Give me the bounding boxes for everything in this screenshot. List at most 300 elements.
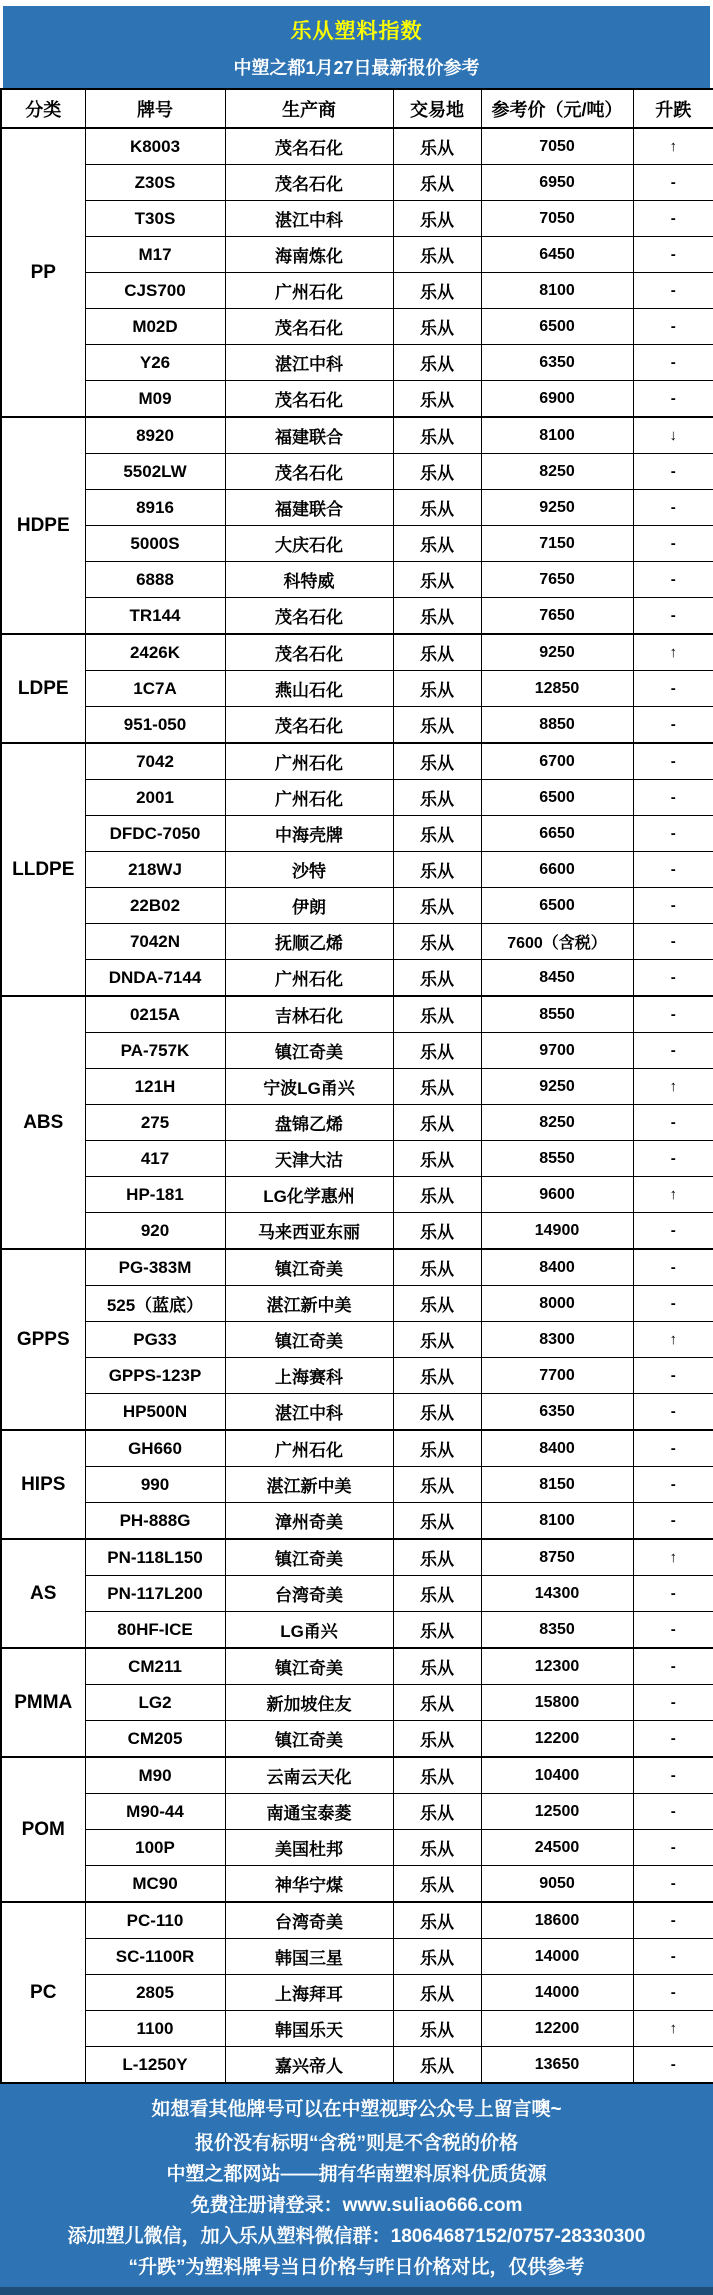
table-row (1, 1975, 713, 2011)
trend-cell: - (633, 201, 713, 237)
table-row (1, 1430, 713, 1467)
trend-cell: - (633, 1721, 713, 1758)
brand-cell: 5000S (85, 526, 225, 562)
price-cell: 9250 (481, 1069, 633, 1105)
trend-cell: - (633, 1430, 713, 1467)
price-cell: 14900 (481, 1213, 633, 1250)
brand-cell: 8916 (85, 490, 225, 526)
brand-cell: PN-117L200 (85, 1576, 225, 1612)
brand-cell: 22B02 (85, 888, 225, 924)
market-cell: 乐从 (393, 526, 481, 562)
header-banner (3, 6, 710, 88)
price-cell: 7050 (481, 201, 633, 237)
market-cell: 乐从 (393, 1830, 481, 1866)
trend-cell: ↑ (633, 1539, 713, 1576)
trend-cell: - (633, 816, 713, 852)
brand-cell: 2805 (85, 1975, 225, 2011)
market-cell: 乐从 (393, 671, 481, 707)
producer-cell: 美国杜邦 (225, 1830, 393, 1866)
market-cell: 乐从 (393, 1612, 481, 1649)
table-row (1, 598, 713, 635)
brand-cell: 1100 (85, 2011, 225, 2047)
category-cell-abs: ABS (1, 996, 85, 1249)
producer-cell: 茂名石化 (225, 598, 393, 635)
trend-cell: ↑ (633, 2011, 713, 2047)
producer-cell: 中海壳牌 (225, 816, 393, 852)
brand-cell: PG33 (85, 1322, 225, 1358)
price-cell: 10400 (481, 1757, 633, 1794)
market-cell: 乐从 (393, 1576, 481, 1612)
price-cell: 6600 (481, 852, 633, 888)
trend-cell: - (633, 273, 713, 309)
producer-cell: 福建联合 (225, 417, 393, 454)
trend-cell: ↑ (633, 634, 713, 671)
brand-cell: M90-44 (85, 1794, 225, 1830)
category-cell-gpps: GPPS (1, 1249, 85, 1430)
market-cell: 乐从 (393, 924, 481, 960)
trend-cell: - (633, 1249, 713, 1286)
market-cell: 乐从 (393, 852, 481, 888)
brand-cell: 920 (85, 1213, 225, 1250)
producer-cell: 湛江中科 (225, 201, 393, 237)
brand-cell: LG2 (85, 1685, 225, 1721)
producer-cell: 抚顺乙烯 (225, 924, 393, 960)
table-row (1, 1539, 713, 1576)
market-cell: 乐从 (393, 1539, 481, 1576)
table-row (1, 1576, 713, 1612)
trend-cell: - (633, 381, 713, 418)
market-cell: 乐从 (393, 598, 481, 635)
table-header-row (1, 89, 713, 128)
trend-cell: - (633, 743, 713, 780)
brand-cell: 218WJ (85, 852, 225, 888)
table-row (1, 816, 713, 852)
brand-cell: M09 (85, 381, 225, 418)
price-cell: 6500 (481, 780, 633, 816)
brand-cell: SC-1100R (85, 1939, 225, 1975)
table-row (1, 1939, 713, 1975)
market-cell: 乐从 (393, 1394, 481, 1431)
producer-cell: 福建联合 (225, 490, 393, 526)
market-cell: 乐从 (393, 1430, 481, 1467)
producer-cell: 镇江奇美 (225, 1322, 393, 1358)
producer-cell: 茂名石化 (225, 381, 393, 418)
page-title: 乐从塑料指数 (290, 19, 423, 43)
market-cell: 乐从 (393, 634, 481, 671)
price-cell: 8300 (481, 1322, 633, 1358)
brand-cell: GPPS-123P (85, 1358, 225, 1394)
market-cell: 乐从 (393, 562, 481, 598)
table-row (1, 1902, 713, 1939)
trend-cell: - (633, 2047, 713, 2084)
footer-line-6: “升跌”为塑料牌号当日价格与昨日价格对比，仅供参考 (128, 2257, 585, 2278)
market-cell: 乐从 (393, 345, 481, 381)
brand-cell: PA-757K (85, 1033, 225, 1069)
market-cell: 乐从 (393, 2047, 481, 2084)
table-row (1, 960, 713, 997)
market-cell: 乐从 (393, 996, 481, 1033)
price-cell: 7600（含税） (481, 924, 633, 960)
table-row (1, 1069, 713, 1105)
producer-cell: 燕山石化 (225, 671, 393, 707)
price-cell: 8350 (481, 1612, 633, 1649)
brand-cell: CM211 (85, 1648, 225, 1685)
table-row (1, 1467, 713, 1503)
brand-cell: 417 (85, 1141, 225, 1177)
table-row (1, 237, 713, 273)
table-row (1, 743, 713, 780)
category-cell-pom: POM (1, 1757, 85, 1902)
table-row (1, 345, 713, 381)
producer-cell: 广州石化 (225, 1430, 393, 1467)
column-header-0: 分类 (1, 89, 85, 128)
price-cell: 13650 (481, 2047, 633, 2084)
category-cell-pc: PC (1, 1902, 85, 2083)
producer-cell: 茂名石化 (225, 165, 393, 201)
trend-cell: ↑ (633, 1322, 713, 1358)
producer-cell: 镇江奇美 (225, 1721, 393, 1758)
brand-cell: Z30S (85, 165, 225, 201)
market-cell: 乐从 (393, 1467, 481, 1503)
table-row (1, 1213, 713, 1250)
brand-cell: L-1250Y (85, 2047, 225, 2084)
producer-cell: 镇江奇美 (225, 1033, 393, 1069)
table-row (1, 1612, 713, 1649)
producer-cell: 湛江中科 (225, 345, 393, 381)
producer-cell: 海南炼化 (225, 237, 393, 273)
category-cell-hdpe: HDPE (1, 417, 85, 634)
footer-line-4: 免费注册请登录：www.suliao666.com (190, 2195, 523, 2216)
table-row (1, 1794, 713, 1830)
price-cell: 6450 (481, 237, 633, 273)
table-row (1, 1177, 713, 1213)
brand-cell: 7042 (85, 743, 225, 780)
market-cell: 乐从 (393, 1757, 481, 1794)
table-row (1, 128, 713, 165)
price-cell: 8400 (481, 1430, 633, 1467)
table-row (1, 454, 713, 490)
table-row (1, 1866, 713, 1903)
producer-cell: 湛江中科 (225, 1394, 393, 1431)
table-row (1, 1286, 713, 1322)
producer-cell: 广州石化 (225, 780, 393, 816)
trend-cell: - (633, 1141, 713, 1177)
market-cell: 乐从 (393, 1685, 481, 1721)
producer-cell: 镇江奇美 (225, 1249, 393, 1286)
price-cell: 8550 (481, 996, 633, 1033)
producer-cell: 沙特 (225, 852, 393, 888)
price-table (0, 88, 713, 2084)
market-cell: 乐从 (393, 1721, 481, 1758)
trend-cell: - (633, 1576, 713, 1612)
market-cell: 乐从 (393, 1286, 481, 1322)
price-cell: 8400 (481, 1249, 633, 1286)
trend-cell: - (633, 671, 713, 707)
table-row (1, 1249, 713, 1286)
category-cell-hips: HIPS (1, 1430, 85, 1539)
trend-cell: - (633, 1213, 713, 1250)
market-cell: 乐从 (393, 1866, 481, 1903)
table-row (1, 1648, 713, 1685)
trend-cell: ↑ (633, 128, 713, 165)
market-cell: 乐从 (393, 1648, 481, 1685)
producer-cell: 广州石化 (225, 273, 393, 309)
table-row (1, 490, 713, 526)
price-cell: 9700 (481, 1033, 633, 1069)
price-cell: 6500 (481, 888, 633, 924)
trend-cell: ↑ (633, 1069, 713, 1105)
price-cell: 8150 (481, 1467, 633, 1503)
producer-cell: 台湾奇美 (225, 1902, 393, 1939)
table-row (1, 1358, 713, 1394)
price-cell: 7050 (481, 128, 633, 165)
price-cell: 6500 (481, 309, 633, 345)
table-row (1, 1394, 713, 1431)
trend-cell: - (633, 996, 713, 1033)
market-cell: 乐从 (393, 1213, 481, 1250)
trend-cell: - (633, 1939, 713, 1975)
market-cell: 乐从 (393, 381, 481, 418)
producer-cell: 茂名石化 (225, 454, 393, 490)
producer-cell: 镇江奇美 (225, 1539, 393, 1576)
price-cell: 8850 (481, 707, 633, 744)
price-cell: 7650 (481, 562, 633, 598)
producer-cell: 盘锦乙烯 (225, 1105, 393, 1141)
producer-cell: 湛江新中美 (225, 1467, 393, 1503)
producer-cell: 天津大沽 (225, 1141, 393, 1177)
brand-cell: 80HF-ICE (85, 1612, 225, 1649)
column-header-5: 升跌 (633, 89, 713, 128)
market-cell: 乐从 (393, 1141, 481, 1177)
producer-cell: 宁波LG甬兴 (225, 1069, 393, 1105)
trend-cell: - (633, 1648, 713, 1685)
table-row (1, 1757, 713, 1794)
trend-cell: - (633, 1612, 713, 1649)
producer-cell: 茂名石化 (225, 707, 393, 744)
producer-cell: 南通宝泰菱 (225, 1794, 393, 1830)
category-cell-ldpe: LDPE (1, 634, 85, 743)
market-cell: 乐从 (393, 454, 481, 490)
trend-cell: - (633, 1358, 713, 1394)
price-cell: 8450 (481, 960, 633, 997)
market-cell: 乐从 (393, 707, 481, 744)
brand-cell: M02D (85, 309, 225, 345)
producer-cell: 湛江新中美 (225, 1286, 393, 1322)
market-cell: 乐从 (393, 1358, 481, 1394)
producer-cell: 漳州奇美 (225, 1503, 393, 1540)
price-cell: 9600 (481, 1177, 633, 1213)
trend-cell: ↑ (633, 1177, 713, 1213)
price-cell: 8100 (481, 273, 633, 309)
table-row (1, 417, 713, 454)
trend-cell: - (633, 1794, 713, 1830)
market-cell: 乐从 (393, 1105, 481, 1141)
table-row (1, 165, 713, 201)
price-cell: 8100 (481, 1503, 633, 1540)
price-cell: 8550 (481, 1141, 633, 1177)
footer-line-5: 添加塑儿微信，加入乐从塑料微信群：18064687152/0757-28330300 (67, 2226, 646, 2247)
producer-cell: 茂名石化 (225, 634, 393, 671)
price-cell: 6900 (481, 381, 633, 418)
trend-cell: - (633, 1033, 713, 1069)
producer-cell: 吉林石化 (225, 996, 393, 1033)
table-row (1, 1830, 713, 1866)
producer-cell: 伊朗 (225, 888, 393, 924)
producer-cell: 新加坡住友 (225, 1685, 393, 1721)
column-header-3: 交易地 (393, 89, 481, 128)
price-cell: 14000 (481, 1975, 633, 2011)
producer-cell: 茂名石化 (225, 128, 393, 165)
price-cell: 12300 (481, 1648, 633, 1685)
producer-cell: 嘉兴帝人 (225, 2047, 393, 2084)
brand-cell: 8920 (85, 417, 225, 454)
table-row (1, 201, 713, 237)
table-row (1, 309, 713, 345)
trend-cell: - (633, 1394, 713, 1431)
footer-line-1: 如想看其他牌号可以在中塑视野公众号上留言噢~ (151, 2099, 562, 2120)
price-cell: 15800 (481, 1685, 633, 1721)
brand-cell: 990 (85, 1467, 225, 1503)
brand-cell: DNDA-7144 (85, 960, 225, 997)
trend-cell: - (633, 562, 713, 598)
table-row (1, 1033, 713, 1069)
brand-cell: TR144 (85, 598, 225, 635)
brand-cell: CM205 (85, 1721, 225, 1758)
brand-cell: HP500N (85, 1394, 225, 1431)
price-cell: 9050 (481, 1866, 633, 1903)
market-cell: 乐从 (393, 201, 481, 237)
trend-cell: - (633, 1902, 713, 1939)
table-row (1, 1721, 713, 1758)
market-cell: 乐从 (393, 490, 481, 526)
brand-cell: CJS700 (85, 273, 225, 309)
brand-cell: 6888 (85, 562, 225, 598)
producer-cell: 上海拜耳 (225, 1975, 393, 2011)
table-row (1, 852, 713, 888)
market-cell: 乐从 (393, 1503, 481, 1540)
column-header-2: 生产商 (225, 89, 393, 128)
market-cell: 乐从 (393, 1975, 481, 2011)
brand-cell: 100P (85, 1830, 225, 1866)
brand-cell: GH660 (85, 1430, 225, 1467)
market-cell: 乐从 (393, 960, 481, 997)
brand-cell: 525（蓝底） (85, 1286, 225, 1322)
table-row (1, 924, 713, 960)
table-row (1, 707, 713, 744)
category-cell-pp: PP (1, 128, 85, 417)
producer-cell: 茂名石化 (225, 309, 393, 345)
category-cell-lldpe: LLDPE (1, 743, 85, 996)
table-row (1, 381, 713, 418)
producer-cell: 台湾奇美 (225, 1576, 393, 1612)
trend-cell: - (633, 309, 713, 345)
brand-cell: DFDC-7050 (85, 816, 225, 852)
brand-cell: 7042N (85, 924, 225, 960)
trend-cell: - (633, 1757, 713, 1794)
market-cell: 乐从 (393, 273, 481, 309)
table-row (1, 562, 713, 598)
table-row (1, 888, 713, 924)
market-cell: 乐从 (393, 1249, 481, 1286)
price-cell: 7650 (481, 598, 633, 635)
producer-cell: LG甬兴 (225, 1612, 393, 1649)
table-row (1, 273, 713, 309)
trend-cell: - (633, 888, 713, 924)
brand-cell: M17 (85, 237, 225, 273)
producer-cell: 云南云天化 (225, 1757, 393, 1794)
table-row (1, 996, 713, 1033)
trend-cell: - (633, 490, 713, 526)
trend-cell: - (633, 1467, 713, 1503)
price-cell: 6350 (481, 345, 633, 381)
market-cell: 乐从 (393, 237, 481, 273)
market-cell: 乐从 (393, 743, 481, 780)
brand-cell: PG-383M (85, 1249, 225, 1286)
trend-cell: - (633, 1830, 713, 1866)
brand-cell: 5502LW (85, 454, 225, 490)
brand-cell: 275 (85, 1105, 225, 1141)
table-row (1, 634, 713, 671)
trend-cell: - (633, 165, 713, 201)
page-subtitle: 中塑之都1月27日最新报价参考 (233, 57, 480, 78)
brand-cell: 2426K (85, 634, 225, 671)
price-cell: 9250 (481, 490, 633, 526)
price-cell: 12200 (481, 1721, 633, 1758)
price-cell: 7700 (481, 1358, 633, 1394)
brand-cell: 1C7A (85, 671, 225, 707)
price-cell: 8250 (481, 454, 633, 490)
trend-cell: - (633, 598, 713, 635)
market-cell: 乐从 (393, 309, 481, 345)
market-cell: 乐从 (393, 165, 481, 201)
brand-cell: PC-110 (85, 1902, 225, 1939)
brand-cell: Y26 (85, 345, 225, 381)
producer-cell: LG化学惠州 (225, 1177, 393, 1213)
trend-cell: - (633, 780, 713, 816)
producer-cell: 广州石化 (225, 960, 393, 997)
price-cell: 7150 (481, 526, 633, 562)
footer-line-2: 报价没有标明“含税”则是不含税的价格 (194, 2133, 518, 2154)
brand-cell: 2001 (85, 780, 225, 816)
brand-cell: K8003 (85, 128, 225, 165)
price-cell: 8100 (481, 417, 633, 454)
brand-cell: PN-118L150 (85, 1539, 225, 1576)
producer-cell: 神华宁煤 (225, 1866, 393, 1903)
producer-cell: 广州石化 (225, 743, 393, 780)
brand-cell: T30S (85, 201, 225, 237)
market-cell: 乐从 (393, 1794, 481, 1830)
price-cell: 6650 (481, 816, 633, 852)
producer-cell: 韩国三星 (225, 1939, 393, 1975)
producer-cell: 科特威 (225, 562, 393, 598)
price-cell: 24500 (481, 1830, 633, 1866)
trend-cell: - (633, 1866, 713, 1903)
price-cell: 6950 (481, 165, 633, 201)
price-cell: 8250 (481, 1105, 633, 1141)
trend-cell: - (633, 526, 713, 562)
footer-notes (0, 2084, 713, 2295)
trend-cell: - (633, 1286, 713, 1322)
market-cell: 乐从 (393, 417, 481, 454)
price-cell: 18600 (481, 1902, 633, 1939)
market-cell: 乐从 (393, 1177, 481, 1213)
market-cell: 乐从 (393, 1939, 481, 1975)
table-row (1, 1322, 713, 1358)
price-cell: 14000 (481, 1939, 633, 1975)
producer-cell: 大庆石化 (225, 526, 393, 562)
price-cell: 8750 (481, 1539, 633, 1576)
table-row (1, 671, 713, 707)
